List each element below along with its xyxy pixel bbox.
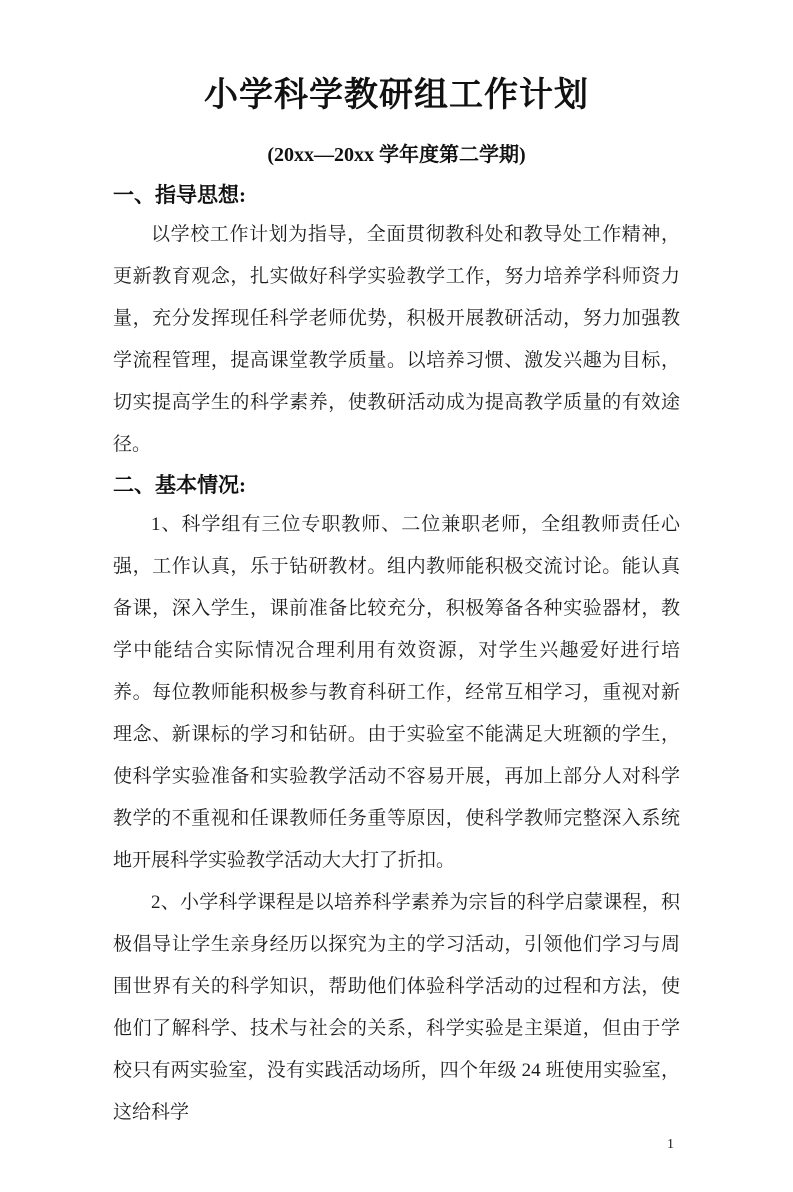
section-heading-guiding-ideology: 一、指导思想: (113, 183, 246, 207)
section-heading-basic-situation: 二、基本情况: (113, 473, 246, 497)
paragraph-basic-situation-2: 2、小学科学课程是以培养科学素养为宗旨的科学启蒙课程，积极倡导让学生亲身经历以探究为主的学习活动，引领他们学习与周围世界有关的科学知识，帮助他们体验科学活动的过程和方法，使他们了解科学、技术与社会的关系，科学实验是主渠道，但由于学校只有两实验室，没有实践活动场所，四个年级 24 班使用实验室，这给科学 (113, 892, 680, 1123)
document-page (0, 70, 793, 1192)
document-subtitle: (20xx—20xx 学年度第二学期) (267, 144, 526, 166)
page-number: 1 (667, 1137, 674, 1152)
document-title: 小学科学教研组工作计划 (204, 76, 589, 114)
document-body (113, 176, 680, 1156)
paragraph-basic-situation-1: 1、科学组有三位专职教师、二位兼职老师，全组教师责任心强，工作认真，乐于钻研教材。组内教师能积极交流讨论。能认真备课，深入学生，课前准备比较充分，积极筹备各种实验器材，教学中能结合实际情况合理利用有效资源，对学生兴趣爱好进行培养。每位教师能积极参与教育科研工作，经常互相学习，重视对新理念、新课标的学习和钻研。由于实验室不能满足大班额的学生，使科学实验准备和实验教学活动不容易开展，再加上部分人对科学教学的不重视和任课教师任务重等原因，使科学教师完整深入系统地开展科学实验教学活动大大打了折扣。 (113, 514, 680, 871)
paragraph-guiding-ideology: 以学校工作计划为指导，全面贯彻教科处和教导处工作精神，更新教育观念，扎实做好科学实验教学工作，努力培养学科师资力量，充分发挥现任科学老师优势，积极开展教研活动，努力加强教学流程管理，提高课堂教学质量。以培养习惯、激发兴趣为目标，切实提高学生的科学素养，使教研活动成为提高教学质量的有效途径。 (113, 224, 680, 455)
